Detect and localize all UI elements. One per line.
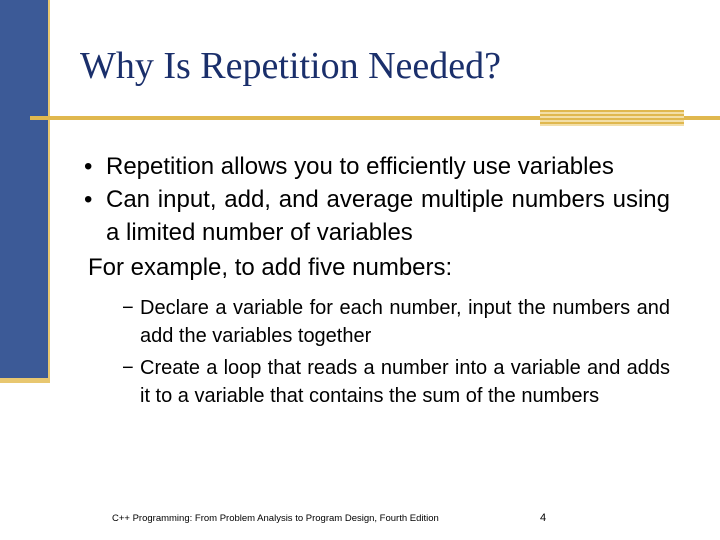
left-accent-bar [0,0,48,383]
title-rule-block [540,110,684,126]
bullet-text: Repetition allows you to efficiently use variables [106,153,614,180]
left-accent-border [48,0,50,383]
sub-bullet-item [122,354,670,410]
page-number: 4 [540,512,547,524]
slide-footer: C++ Programming: From Problem Analysis to Program Design, Fourth Edition [112,513,439,524]
bullet-icon: • [84,153,93,180]
bullet-item [82,150,670,183]
slide-title: Why Is Repetition Needed? [80,45,502,87]
sub-bullet-text: Declare a variable for each number, input the numbers and add the variables together [140,297,670,347]
sub-bullet-text: Create a loop that reads a number into a variable and adds it to a variable that contains the sum of the numbers [140,357,670,407]
slide-content [82,150,670,414]
sub-bullet-list [122,294,670,410]
left-accent-bottom [0,378,50,383]
bullet-icon: • [84,186,93,213]
bullet-item [82,183,670,249]
intro-text: For example, to add five numbers: [88,254,453,281]
bullet-text: Can input, add, and average multiple numbers using a limited number of variables [106,186,670,246]
sub-bullet-item [122,294,670,350]
dash-icon: − [122,357,134,379]
dash-icon: − [122,297,134,319]
